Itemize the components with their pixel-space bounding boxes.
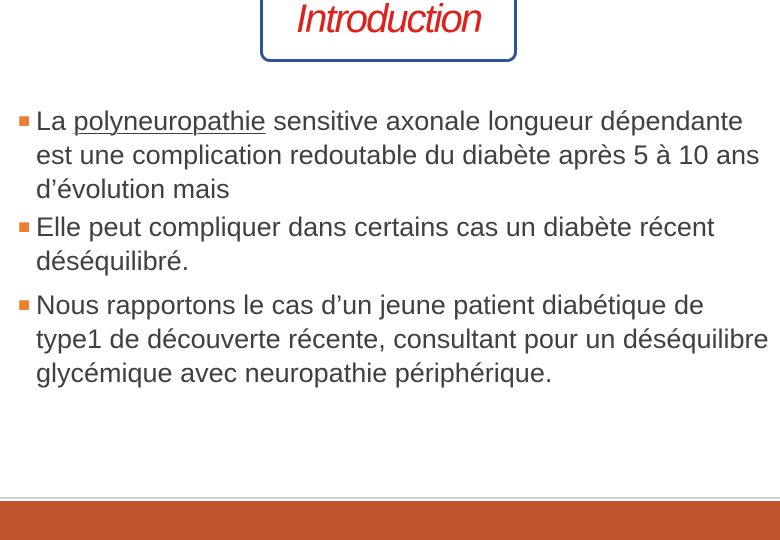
bullet-item	[18, 210, 773, 278]
footer-bar	[0, 501, 780, 540]
square-bullet-icon: ■	[18, 294, 31, 316]
bullet-text: Nous rapportons le cas d’un jeune patient diabétique de type1 de découverte récente, consultant pour un déséquilibre glycémique avec neuropathie périphérique.	[36, 290, 769, 388]
bullet-text-post: sensitive axonale longueur dépendante est une complication redoutable du diabète après 5 à 10 ans d’évolution mais	[36, 106, 760, 204]
footer-divider	[0, 497, 780, 499]
bullet-text-underlined: polyneuropathie	[73, 106, 266, 136]
title-box	[260, 0, 517, 62]
bullet-text-pre: La	[36, 106, 74, 136]
bullet-list	[18, 104, 773, 390]
bullet-text: Elle peut compliquer dans certains cas un diabète récent déséquilibré.	[36, 212, 715, 276]
slide-title: Introduction	[295, 0, 482, 41]
bullet-item	[18, 288, 773, 390]
bullet-item	[18, 104, 773, 206]
square-bullet-icon: ■	[18, 216, 31, 238]
square-bullet-icon: ■	[18, 110, 31, 132]
